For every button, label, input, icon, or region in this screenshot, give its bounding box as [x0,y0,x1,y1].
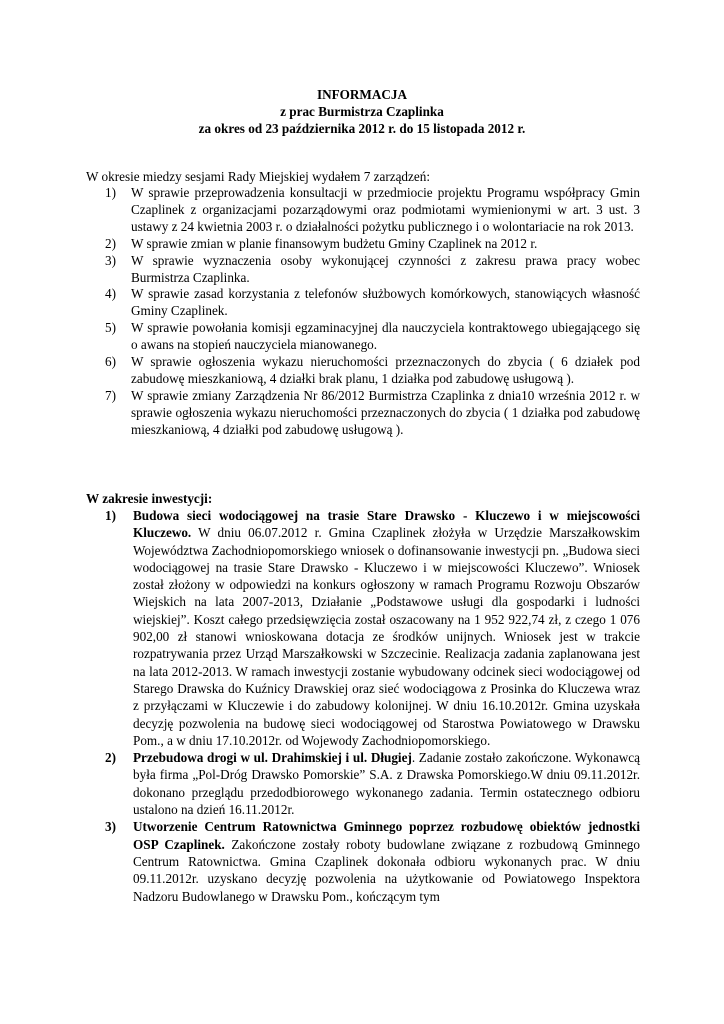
item-text: W dniu 06.07.2012 r. Gmina Czaplinek złożyła w Urzędzie Marszałkowskim Województwa Zachodniopomorskiego wniosek o dofinansowanie inwestycji pn. „Budowa sieci wodociągowej na trasie Stare Drawsko - Kluczewo i w miejscowości Kluczewo”. Wniosek został złożony w odpowiedzi na konkurs ogłoszony w ramach Programu Rozwoju Obszarów Wiejskich na lata 2007-2013, Działanie „Podstawowe usługi dla gospodarki i ludności wiejskiej”. Koszt całego przedsięwzięcia został oszacowany na 1 952 922,74 zł, z czego 1 076 902,00 zł stanowi wnioskowana dotacja ze środków unijnych. Wniosek jest w trakcie rozpatrywania przez Urząd Marszałkowski w Szczecinie. Realizacja zadania zaplanowana jest na lata 2012-2013. W ramach inwestycji zostanie wybudowany odcinek sieci wodociągowej od Starego Drawska do Kuźnicy Drawskiej oraz sieć wodociągowa z Prosinka do Kluczewa wraz z przyłączami w Kluczewie i do zabudowy kolonijnej. W dniu 16.10.2012r. Gmina uzyskała decyzję pozwolenia na budowę sieci wodociągowej od Starostwa Powiatowego w Drawsku Pom., a w dniu 17.10.2012r. od Wojewody Zachodniopomorskiego. [133,525,640,748]
item-number: 1) [105,508,116,523]
document-subtitle: z prac Burmistrza Czaplinka [280,104,444,119]
item-text: . Zadanie zostało zakończone. Wykonawcą była firma „Pol-Dróg Drawsko Pomorskie” S.A. z Drawska Pomorskiego.W dniu 09.11.2012r. dokonano przeglądu przedodbiorowego wykonanego zadania. Termin ostatecznego odbioru ustalono na dzień 16.11.2012r. [133,750,641,818]
list-item [105,236,640,253]
item-number: 3) [105,252,116,268]
item-number: 3) [105,819,116,835]
item-number: 1) [105,185,116,200]
item-number: 7) [105,387,116,403]
item-title: Przebudowa drogi w ul. Drahimskiej i ul. Długiej [133,750,412,766]
list-item [105,388,640,439]
list-item [105,286,640,320]
item-title: Budowa sieci wodociągowej na trasie Stare Drawsko - Kluczewo i w miejscowości Kluczewo. [133,508,640,541]
document-period: za okres od 23 października 2012 r. do 15 listopada 2012 r. [198,121,526,136]
item-text: Zakończone zostały roboty budowlane związane z rozbudową Gminnego Centrum Ratownictwa. Gmina Czaplinek dokonała odbioru wykonanych prac. W dniu 09.11.2012r. uzyskano decyzję pozwolenia na użytkowanie od Powiatowego Inspektora Nadzoru Budowlanego w Drawsku Pom., kończącym tym [133,836,640,904]
list-item [105,354,640,388]
item-number: 6) [105,354,116,370]
item-text: W sprawie zasad korzystania z telefonów służbowych komórkowych, stanowiących własność Gminy Czaplinek. [131,286,640,319]
item-text: W sprawie ogłoszenia wykazu nieruchomości przeznaczonych do zbycia ( 6 działek pod zabudowę mieszkaniową, 4 działki brak planu, 1 działka pod zabudowę usługową ). [131,354,640,386]
orders-list [105,185,640,439]
item-text: W sprawie zmian w planie finansowym budżetu Gminy Czaplinek na 2012 r. [131,235,538,251]
item-number: 2) [105,235,116,251]
list-item [105,320,640,354]
item-number: 5) [105,320,116,336]
list-item [105,185,640,236]
list-item [105,818,640,904]
item-text: W sprawie powołania komisji egzaminacyjnej dla nauczyciela kontraktowego ubiegającego się o awans na stopień nauczyciela mianowanego. [131,320,640,353]
item-title: Utworzenie Centrum Ratownictwa Gminnego poprzez rozbudowę obiektów jednostki OSP Czaplinek. [133,819,640,852]
investments-heading: W zakresie inwestycji: [86,491,213,506]
investments-list [105,507,640,905]
document-header [0,86,724,137]
item-number: 4) [105,286,116,302]
orders-intro: W okresie miedzy sesjami Rady Miejskiej wydałem 7 zarządzeń: [86,169,430,184]
item-number: 2) [105,750,116,766]
item-text: W sprawie przeprowadzenia konsultacji w przedmiocie projektu Programu współpracy Gmin Czaplinek z organizacjami pozarządowymi oraz podmiotami wymienionymi w art. 3 ust. 3 ustawy z 24 kwietnia 2003 r. o działalności pożytku publicznego i o wolontariacie na rok 2013. [131,185,640,234]
item-text: W sprawie zmiany Zarządzenia Nr 86/2012 Burmistrza Czaplinka z dnia10 września 2012 r. w sprawie ogłoszenia wykazu nieruchomości przeznaczonych do zbycia ( 1 działka pod zabudowę mieszkaniową, 4 działki pod zabudowę usługową ). [131,387,640,437]
list-item [105,507,640,749]
list-item [105,253,640,287]
list-item [105,749,640,818]
item-text: W sprawie wyznaczenia osoby wykonującej czynności z zakresu prawa pracy wobec Burmistrza Czaplinka. [131,252,640,285]
document-title: INFORMACJA [316,87,408,102]
